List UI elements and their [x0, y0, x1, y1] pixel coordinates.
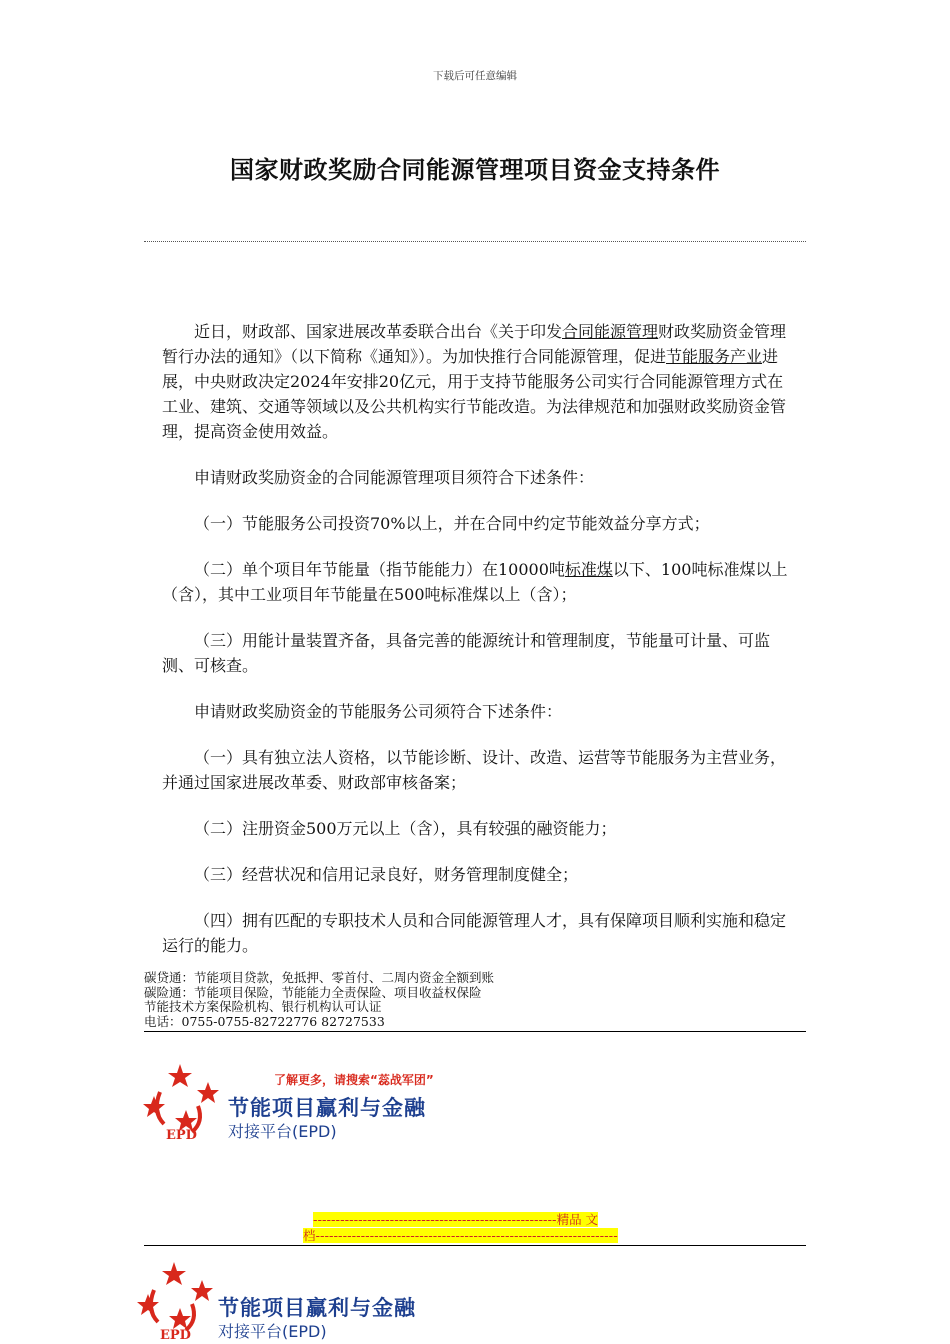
paragraph-intro [162, 319, 792, 444]
paragraph-company-condition-1: （一）具有独立法人资格，以节能诊断、设计、改造、运营等节能服务为主营业务，并通过国家进展改革委、财政部审核备案； [162, 748, 787, 792]
ad-block [144, 971, 806, 1029]
paragraph-company-conditions-heading: 申请财政奖励资金的节能服务公司须符合下述条件： [194, 702, 563, 721]
paragraph-condition-2 [162, 557, 792, 607]
link-energy-service-industry[interactable]: 节能服务产业 [666, 347, 763, 366]
paragraph-company-condition-2: （二）注册资金500万元以上（含），具有较强的融资能力； [194, 819, 617, 838]
epd-logo-text: EPD [166, 1128, 197, 1143]
link-standard-coal[interactable]: 标准煤 [564, 560, 613, 579]
logo-sub-text: 对接平台(EPD) [218, 1322, 327, 1341]
intro-text-a: 近日，财政部、国家进展改革委联合出台《关于印发 [194, 322, 563, 341]
footer-rule-1 [144, 1031, 806, 1032]
ad-line-certification: 节能技术方案保险机构、银行机构认可认证 [144, 999, 382, 1014]
logo-main-text: 节能项目赢利与金融 [228, 1096, 426, 1120]
epd-logo-1 [140, 1062, 460, 1147]
body-text [162, 319, 792, 958]
logo-tagline: 了解更多，请搜索“蕊战军团” [274, 1073, 434, 1087]
paragraph-company-condition-4: （四）拥有匹配的专职技术人员和合同能源管理人才，具有保障项目顺利实施和稳定运行的能力。 [162, 911, 787, 955]
condition-2-text-a: （二）单个项目年节能量（指节能能力）在10000吨 [194, 560, 565, 579]
paragraph-company-condition-3: （三）经营状况和信用记录良好，财务管理制度健全； [194, 865, 579, 884]
logo-sub-text: 对接平台(EPD) [228, 1122, 337, 1141]
ad-line-loan: 碳贷通：节能项目贷款，免抵押、零首付、二周内资金全额到账 [144, 970, 495, 985]
epd-logo-2 [134, 1258, 454, 1344]
link-contract-energy-management[interactable]: 合同能源管理 [562, 322, 659, 341]
highlight-line-1: ------------------------------------------------------精品 文 [313, 1212, 599, 1227]
condition-2-text-b: 以下、100吨标准煤以上（含），其中工业项目年节能量在500吨标准煤以上（含）； [162, 560, 788, 604]
paragraph-project-conditions-heading: 申请财政奖励资金的合同能源管理项目须符合下述条件： [194, 468, 595, 487]
intro-text-b: 财政奖励资金管理暂行办法的通知》（以下简称《通知》）。为加快推行合同能源管理，促进 [162, 322, 787, 366]
paragraph-condition-1: （一）节能服务公司投资70%以上，并在合同中约定节能效益分享方式； [194, 514, 710, 533]
highlight-line-2: 档------------------------------------------------------------------- [303, 1228, 618, 1243]
paragraph-condition-3: （三）用能计量装置齐备，具备完善的能源统计和管理制度，节能量可计量、可监测、可核查。 [162, 631, 771, 675]
intro-text-c: 进展，中央财政决定2024年安排20亿元，用于支持节能服务公司实行合同能源管理方式在工业、建筑、交通等领域以及公共机构实行节能改造。为法律规范和加强财政奖励资金管理，提高资金使用效益。 [162, 347, 787, 441]
footer-rule-2 [144, 1245, 806, 1246]
logo-main-text: 节能项目赢利与金融 [218, 1296, 416, 1320]
epd-logo-text: EPD [160, 1328, 191, 1343]
ad-line-insurance: 碳险通：节能项目保险，节能能力全责保险、项目收益权保险 [144, 984, 482, 1000]
dotted-divider [144, 241, 806, 242]
header-note: 下载后可任意编辑 [433, 70, 517, 82]
page-title: 国家财政奖励合同能源管理项目资金支持条件 [230, 155, 720, 184]
ad-line-phone: 电话：0755-0755-82722776 82727533 [144, 1013, 385, 1029]
